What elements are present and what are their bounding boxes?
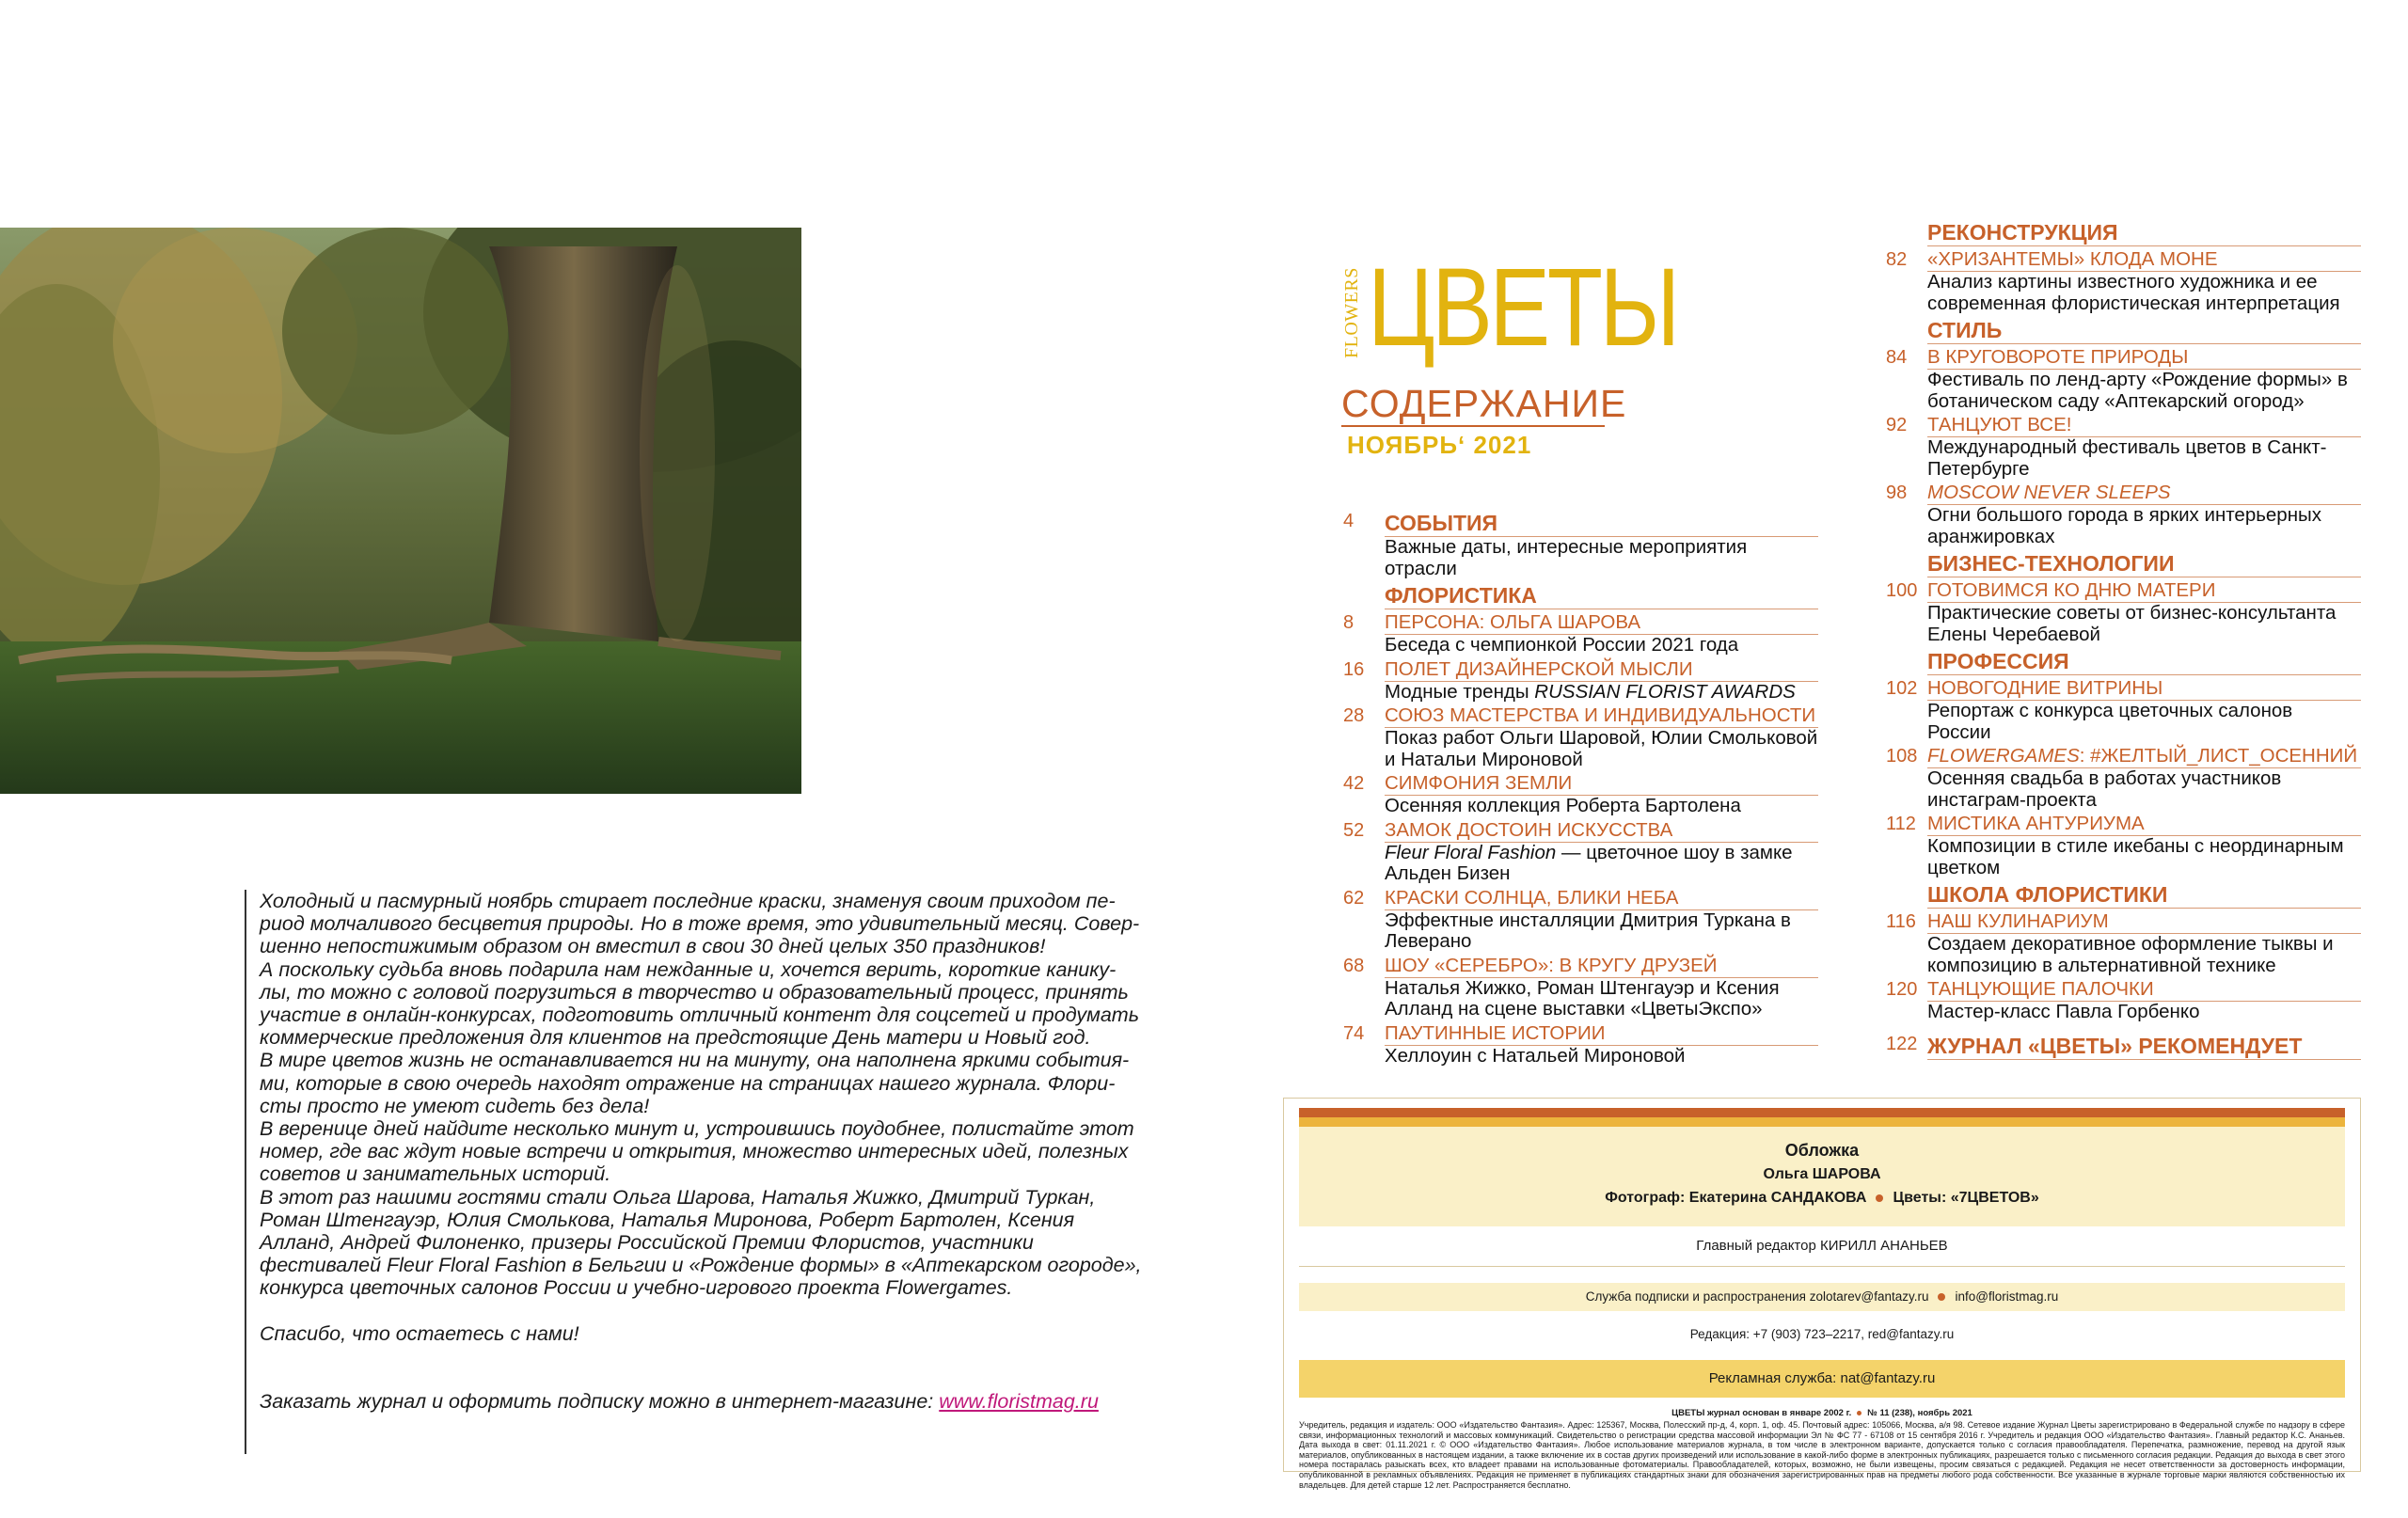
shop-link[interactable]: www.floristmag.ru <box>939 1389 1099 1413</box>
toc-description: Эффектные инсталляции Дмитрия Туркана в Леверано <box>1385 909 1791 952</box>
page-number: 102 <box>1886 678 1918 699</box>
desc-italic-part: Fleur Floral Fashion <box>1385 841 1557 863</box>
accent-stripe-yellow <box>1299 1117 2345 1127</box>
editorial-paragraph-3: В мире цветов жизнь не останавливается ни на минуту, она наполнена яркими события-ми, которые в свою очередь находят отражение на страницах нашего журнала. Флори-сты просто не умеют сидеть без дела! <box>260 1049 1130 1117</box>
page-number: 112 <box>1886 814 1916 834</box>
toc-title <box>1927 745 2361 768</box>
title-part: : #ЖЕЛТЫЙ_ЛИСТ_ОСЕННИЙ <box>2079 745 2358 767</box>
page-number: 98 <box>1886 482 1908 503</box>
page-number: 62 <box>1343 887 1365 909</box>
toc-item[interactable] <box>1886 677 2361 743</box>
toc-description: Репортаж с конкурса цветочных салонов России <box>1927 700 2293 743</box>
page-number: 4 <box>1343 511 1354 531</box>
contents-heading: СОДЕРЖАНИЕ <box>1341 382 1627 425</box>
toc-description <box>1385 843 1818 885</box>
toc-description: Создаем декоративное оформление тыквы и композицию в альтернативной технике <box>1927 933 2334 976</box>
toc-title: МИСТИКА АНТУРИУМА <box>1927 813 2361 836</box>
toc-item[interactable] <box>1886 346 2361 412</box>
contents-rule <box>1341 425 1605 427</box>
toc-description: Наталья Жижко, Роман Штенгауэр и Ксения Алланд на сцене выставки «ЦветыЭкспо» <box>1385 976 1780 1020</box>
toc-item[interactable] <box>1886 910 2361 976</box>
toc-title: ТАНЦУЮТ ВСЕ! <box>1927 414 2361 437</box>
ad-service-contacts[interactable]: Рекламная служба: nat@fantazy.ru <box>1299 1360 2345 1398</box>
toc-description: Фестиваль по ленд-арту «Рождение формы» в ботаническом саду «Аптекарский огород» <box>1927 369 2348 412</box>
bullet-icon <box>1876 1194 1883 1202</box>
page-number: 42 <box>1343 773 1365 794</box>
accent-stripe-orange <box>1299 1108 2345 1117</box>
toc-title: MOSCOW NEVER SLEEPS <box>1927 482 2361 505</box>
toc-right-column <box>1886 216 2361 1060</box>
toc-item[interactable] <box>1886 813 2361 878</box>
toc-item[interactable] <box>1343 704 1818 770</box>
toc-description: Беседа с чемпионкой России 2021 года <box>1385 634 1739 656</box>
chief-editor: Главный редактор КИРИЛЛ АНАНЬЕВ <box>1696 1238 1948 1254</box>
info-email[interactable]: info@floristmag.ru <box>1955 1289 2059 1304</box>
toc-description: Хеллоуин с Натальей Мироновой <box>1385 1044 1686 1067</box>
toc-title: СОЮЗ МАСТЕРСТВА И ИНДИВИДУАЛЬНОСТИ <box>1385 704 1818 728</box>
toc-description: Важные даты, интересные мероприятия отрасли <box>1385 536 1748 579</box>
editorial-paragraph-2: А поскольку судьба вновь подарила нам нежданные и, хочется верить, короткие канику-лы, то можно с головой погрузиться в творчество и образовательный процесс, принять участие в онлайн-конкурсах, подготовить отличный контент для соцсетей и продумать коммерческие предложения для клиентов на предстоящие День матери и Новый год. <box>260 957 1140 1050</box>
editorial-paragraph-4: В веренице дней найдите несколько минут и, устроившись поудобнее, полистайте этот номер, где вас ждут новые встречи и открытия, множество интересных идей, полезных советов и занимательных историй. <box>260 1117 1134 1186</box>
toc-title: ШОУ «СЕРЕБРО»: В КРУГУ ДРУЗЕЙ <box>1385 955 1818 978</box>
toc-title: СОБЫТИЯ <box>1385 510 1818 537</box>
issue-number: № 11 (238), ноябрь 2021 <box>1867 1408 1972 1418</box>
page-number: 16 <box>1343 658 1365 680</box>
page-number: 84 <box>1886 347 1908 368</box>
toc-description <box>1385 682 1818 704</box>
toc-description: Композиции в стиле икебаны с неординарным цветком <box>1927 835 2344 878</box>
toc-item[interactable] <box>1343 510 1818 579</box>
title-italic-part: FLOWERGAMES <box>1927 745 2080 767</box>
subscription-text[interactable]: Служба подписки и распространения zolotarev@fantazy.ru <box>1585 1289 1929 1304</box>
page-number: 68 <box>1343 955 1365 976</box>
toc-title: ЖУРНАЛ «ЦВЕТЫ» РЕКОМЕНДУЕТ <box>1927 1033 2361 1060</box>
toc-left-column <box>1343 508 1818 1067</box>
toc-item[interactable] <box>1886 1033 2361 1060</box>
toc-description: Мастер-класс Павла Горбенко <box>1927 1001 2200 1022</box>
toc-title: ПОЛЕТ ДИЗАЙНЕРСКОЙ МЫСЛИ <box>1385 658 1818 682</box>
page-number: 52 <box>1343 819 1365 841</box>
toc-title: В КРУГОВОРОТЕ ПРИРОДЫ <box>1927 346 2361 370</box>
toc-item[interactable] <box>1886 248 2361 314</box>
toc-item[interactable] <box>1343 658 1818 704</box>
page-number: 74 <box>1343 1022 1365 1044</box>
toc-title: НАШ КУЛИНАРИУМ <box>1927 910 2361 934</box>
toc-item[interactable] <box>1886 482 2361 547</box>
page-number: 92 <box>1886 415 1908 435</box>
section-heading-school: ШКОЛА ФЛОРИСТИКИ <box>1927 881 2361 909</box>
founded-text: ЦВЕТЫ журнал основан в январе 2002 г. <box>1671 1408 1852 1418</box>
desc-part: Модные тренды <box>1385 680 1535 703</box>
section-heading-business: БИЗНЕС-ТЕХНОЛОГИИ <box>1927 550 2361 577</box>
toc-description: Показ работ Ольги Шаровой, Юлии Смольковой и Натальи Мироновой <box>1385 727 1818 770</box>
cover-person: Ольга ШАРОВА <box>1763 1166 1881 1182</box>
toc-title: КРАСКИ СОЛНЦА, БЛИКИ НЕБА <box>1385 887 1818 910</box>
flowers-credit: Цветы: «7ЦВЕТОВ» <box>1893 1190 2039 1206</box>
page-number: 28 <box>1343 705 1365 726</box>
section-heading-floristics: ФЛОРИСТИКА <box>1385 582 1818 609</box>
editorial-office-contacts[interactable]: Редакция: +7 (903) 723–2217, red@fantazy.ru <box>1689 1327 1955 1341</box>
toc-title: НОВОГОДНИЕ ВИТРИНЫ <box>1927 677 2361 701</box>
cover-label: Обложка <box>1784 1141 1860 1160</box>
bullet-icon <box>1938 1293 1945 1301</box>
toc-description: Практические советы от бизнес-консультанта Елены Черебаевой <box>1927 602 2337 645</box>
toc-description: Осенняя свадьба в работах участников инстаграм-проекта <box>1927 767 2282 811</box>
cover-credits <box>1299 1127 2345 1226</box>
founded-line <box>1299 1407 2345 1420</box>
desc-italic-part: RUSSIAN FLORIST AWARDS <box>1534 680 1796 703</box>
toc-item[interactable] <box>1886 745 2361 811</box>
toc-item[interactable] <box>1343 611 1818 656</box>
toc-description: Анализ картины известного художника и ее современная флористическая интерпретация <box>1927 271 2340 314</box>
section-heading-reconstruction: РЕКОНСТРУКЦИЯ <box>1927 219 2361 246</box>
issue-date: НОЯБРЬ‘ 2021 <box>1347 431 1532 459</box>
toc-title: «ХРИЗАНТЕМЫ» КЛОДА МОНЕ <box>1927 248 2361 272</box>
cover-photo-park-tree <box>0 228 801 794</box>
toc-title: ПЕРСОНА: ОЛЬГА ШАРОВА <box>1385 611 1818 635</box>
page-number: 82 <box>1886 249 1908 270</box>
toc-description: Огни большого города в ярких интерьерных аранжировках <box>1927 504 2322 547</box>
page-number: 116 <box>1886 911 1916 932</box>
bullet-icon <box>1857 1411 1861 1415</box>
toc-item[interactable] <box>1343 887 1818 953</box>
subscription-contacts <box>1299 1283 2345 1311</box>
page-number: 8 <box>1343 612 1354 633</box>
toc-title: ТАНЦУЮЩИЕ ПАЛОЧКИ <box>1927 978 2361 1002</box>
toc-item[interactable] <box>1886 579 2361 645</box>
toc-description: Осенняя коллекция Роберта Бартолена <box>1385 795 1741 816</box>
brand-flowers-text: FLOWERS <box>1341 267 1362 358</box>
toc-item[interactable] <box>1886 978 2361 1023</box>
toc-item[interactable] <box>1343 1022 1818 1067</box>
editorial-paragraph-5: В этот раз нашими гостями стали Ольга Шарова, Наталья Жижко, Дмитрий Туркан, Роман Штенгауэр, Юлия Смолькова, Наталья Миронова, Роберт Бартолен, Ксения Алланд, Андрей Филоненко, призеры Российской Премии Флористов, участники фестивалей Fleur Floral Fashion в Бельгии и «Рождение формы» в «Аптекарском огороде», конкурса цветочных салонов России и учебно-игрового проекта Flowergames. <box>260 1185 1142 1300</box>
toc-title: ЗАМОК ДОСТОИН ИСКУССТВА <box>1385 819 1818 843</box>
order-text: Заказать журнал и оформить подписку можно в интернет-магазине: <box>260 1389 940 1413</box>
editorial-thanks: Спасибо, что остаетесь с нами! <box>260 1321 579 1345</box>
page-number: 100 <box>1886 580 1918 601</box>
page-number: 108 <box>1886 746 1918 767</box>
legal-imprint: Учредитель, редакция и издатель: ООО «Издательство Фантазия». Адрес: 125367, Москва, Полесский пр-д, 4, корп. 1, оф. 45. Почтовый адрес: 105066, Москва, а/я 98. Сетевое издание Журнал Цветы зарегистрировано в Федеральной службе по надзору в сфере связи, информационных технологий и массовых коммуникаций. Свидетельство о регистрации средства массовой информации Эл № ФС 77 - 67108 от 15 сентября 2016 г. Учредитель и редакция ООО «Издательство Фантазия». Главный редактор К.С. Ананьев. Дата выхода в свет: 01.11.2021 г. © ООО «Издательство Фантазия». Любое использование материалов журнала, в том числе в электронном варианте, допускается только с согласия правообладателя. Перепечатка, размножение, перевод на другой язык материалов, опубликованных в настоящем издании, а также включение их в состав других произведений или использование в какой-либо форме в электронных публикациях, разрешается только с письменного согласия редакции. Редакция до выхода в свет этого номера постаралась разыскать всех, кто владеет правами на использованные фотоматериалы. Правообладателей, которых, возможно, не были извещены, просим связаться с редакцией. Редакция не несет ответственности за достоверность информации, опубликованной в рекламных объявлениях. Редакция не применяет в публикациях стандартных знаки для обозначения зарегистрированных прав на предметы любого рода собственности. Все указанные в журнале торговые марки являются собственностью их владельцев. Для детей старше 12 лет. Распространяется бесплатно. <box>1299 1420 2345 1490</box>
editorial-text <box>245 890 1148 1454</box>
section-heading-style: СТИЛЬ <box>1927 317 2361 344</box>
section-heading-profession: ПРОФЕССИЯ <box>1927 648 2361 675</box>
photographer: Фотограф: Екатерина САНДАКОВА <box>1605 1190 1867 1206</box>
page-number: 120 <box>1886 979 1918 1000</box>
cover-photo-credits <box>1299 1186 2345 1210</box>
toc-title: СИМФОНИЯ ЗЕМЛИ <box>1385 772 1818 796</box>
toc-title: ПАУТИННЫЕ ИСТОРИИ <box>1385 1022 1818 1046</box>
toc-item[interactable] <box>1343 955 1818 1020</box>
desc-part: — цветочное шоу в замке Альден Бизен <box>1385 841 1793 884</box>
toc-item[interactable] <box>1343 819 1818 885</box>
toc-item[interactable] <box>1886 414 2361 480</box>
magazine-title: ЦВЕТЫ <box>1368 245 1678 370</box>
toc-title: ГОТОВИМСЯ КО ДНЮ МАТЕРИ <box>1927 579 2361 603</box>
toc-item[interactable] <box>1343 772 1818 817</box>
divider <box>1299 1266 2345 1267</box>
editorial-order <box>260 1390 1148 1413</box>
editorial-paragraph-1: Холодный и пасмурный ноябрь стирает последние краски, знаменуя своим приходом пе-риод молчаливого бесцветия природы. Но в тоже время, это удивительный месяц. Совер-шенно непостижимым образом он вместил в свои 30 дней целых 350 праздников! <box>260 890 1140 958</box>
brand-flowers-vertical <box>1341 268 1364 358</box>
toc-description: Международный фестиваль цветов в Санкт-Петербурге <box>1927 436 2327 480</box>
credits-box <box>1283 1098 2361 1490</box>
page-number: 122 <box>1886 1033 1918 1054</box>
